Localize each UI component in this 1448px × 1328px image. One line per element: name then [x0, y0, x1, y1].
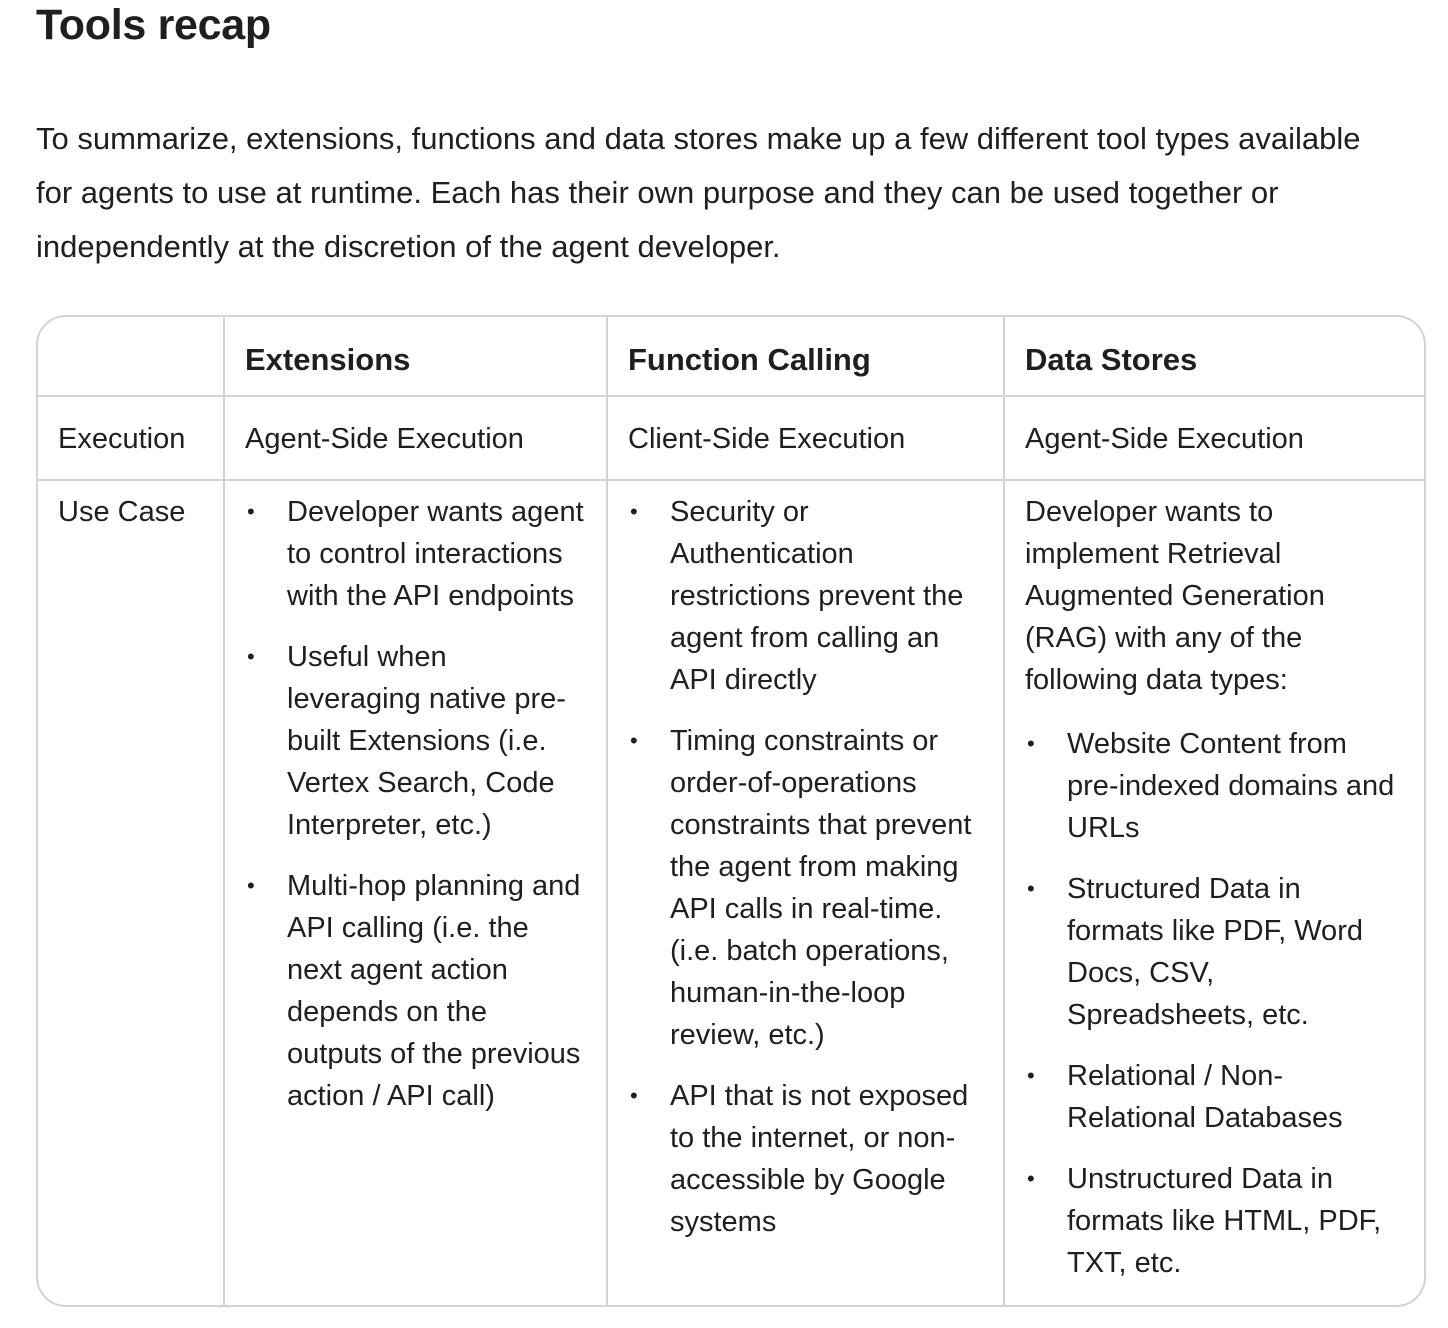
bullet-icon: •: [630, 728, 638, 753]
bullet-icon: •: [1027, 1166, 1035, 1191]
use-case-function-calling: [607, 480, 1004, 1305]
list-item: • Multi-hop planning and API calling (i.e. the next agent action depends on the outputs of the previous action / API call): [245, 865, 586, 1117]
list-item: • Relational / Non-Relational Databases: [1025, 1055, 1404, 1139]
bullet-icon: •: [630, 499, 638, 524]
data-stores-intro: Developer wants to implement Retrieval Augmented Generation (RAG) with any of the following data types:: [1025, 496, 1325, 696]
bullet-icon: •: [247, 873, 255, 898]
use-case-extensions: [224, 480, 607, 1305]
table-header-row: [38, 317, 1424, 396]
list-item: • Useful when leveraging native pre-built Extensions (i.e. Vertex Search, Code Interpreter, etc.): [245, 636, 586, 846]
data-stores-use-case-list: [1025, 723, 1404, 1284]
list-item: • Structured Data in formats like PDF, Word Docs, CSV, Spreadsheets, etc.: [1025, 868, 1404, 1036]
extensions-use-case-list: [245, 491, 586, 1117]
header-cell-empty: [38, 317, 224, 396]
bullet-icon: •: [1027, 1063, 1035, 1088]
list-item: • Timing constraints or order-of-operations constraints that prevent the agent from making API calls in real-time. (i.e. batch operations, human-in-the-loop review, etc.): [628, 720, 983, 1056]
bullet-icon: •: [1027, 876, 1035, 901]
list-item: • API that is not exposed to the internet, or non-accessible by Google systems: [628, 1075, 983, 1243]
bullet-icon: •: [1027, 731, 1035, 756]
use-case-data-stores: [1004, 480, 1424, 1305]
function-calling-use-case-list: [628, 491, 983, 1243]
bullet-icon: •: [630, 1083, 638, 1108]
list-item: • Developer wants agent to control interactions with the API endpoints: [245, 491, 586, 617]
bullet-icon: •: [247, 499, 255, 524]
table-row-use-case: [38, 480, 1424, 1305]
execution-extensions: Agent-Side Execution: [224, 396, 607, 480]
bullet-icon: •: [247, 644, 255, 669]
table-row-execution: [38, 396, 1424, 480]
document-page: [36, 0, 1428, 1279]
header-function-calling: Function Calling: [607, 317, 1004, 396]
execution-data-stores: Agent-Side Execution: [1004, 396, 1424, 480]
page-title: Tools recap: [36, 1, 271, 49]
list-item: • Security or Authentication restrictions prevent the agent from calling an API directly: [628, 491, 983, 701]
row-label-use-case: Use Case: [38, 480, 224, 1305]
header-data-stores: Data Stores: [1004, 317, 1424, 396]
intro-paragraph: To summarize, extensions, functions and data stores make up a few different tool types available for agents to use at runtime. Each has their own purpose and they can be used together or independently at the discretion of the agent developer.: [36, 121, 1361, 264]
execution-function-calling: Client-Side Execution: [607, 396, 1004, 480]
list-item: • Website Content from pre-indexed domains and URLs: [1025, 723, 1404, 849]
row-label-execution: Execution: [38, 396, 224, 480]
header-extensions: Extensions: [224, 317, 607, 396]
tools-recap-table: [36, 315, 1426, 1307]
list-item: • Unstructured Data in formats like HTML, PDF, TXT, etc.: [1025, 1158, 1404, 1284]
